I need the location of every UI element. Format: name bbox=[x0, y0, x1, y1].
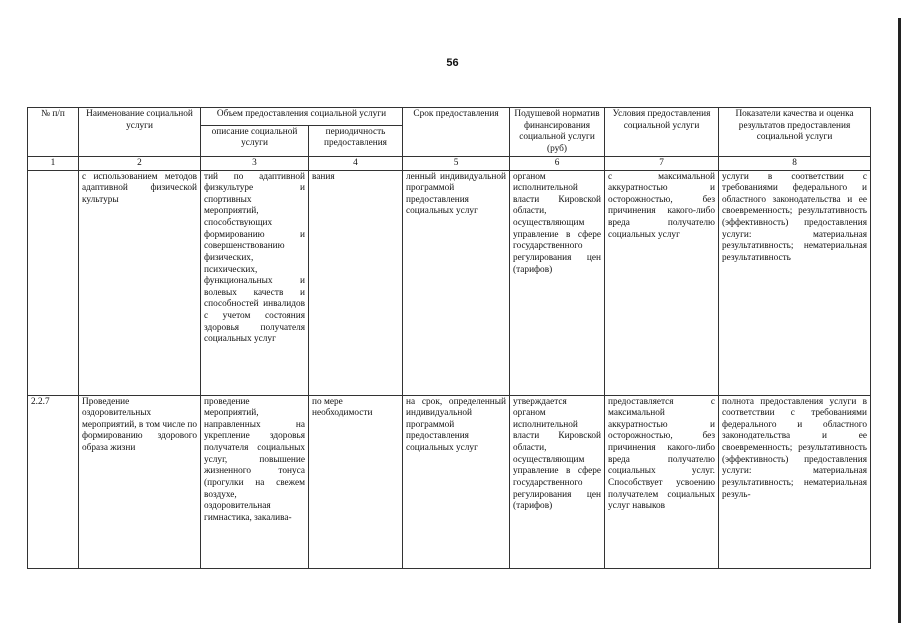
scan-edge-bar bbox=[898, 18, 901, 623]
column-number: 7 bbox=[605, 157, 719, 170]
column-number: 2 bbox=[79, 157, 201, 170]
header-row bbox=[28, 108, 871, 126]
column-number: 6 bbox=[510, 157, 605, 170]
column-numbers-row bbox=[28, 157, 871, 170]
header-norm: Подушевой норматив финансирования социальной услуги (руб) bbox=[510, 108, 605, 157]
service-conditions: предоставляется с максимальной аккуратностью и осторожностью, без причинения какого-либо вреда получателю социальных услуг. Способствует усвоению получателем социальных услуг навыков bbox=[605, 395, 719, 568]
service-conditions: с максимальной аккуратностью и осторожностью, без причинения какого-либо вреда получателю социальных услуг bbox=[605, 170, 719, 395]
column-number: 5 bbox=[403, 157, 510, 170]
header-quality: Показатели качества и оценка результатов предоставления социальной услуги bbox=[719, 108, 871, 157]
service-periodicity: вания bbox=[309, 170, 403, 395]
column-number: 3 bbox=[201, 157, 309, 170]
table-row bbox=[28, 170, 871, 395]
service-quality: полнота предоставления услуги в соответствии с требованиями федерального и областного законодательства и ее своевременность; результативность (эффективность) предоставления услуги: материальная результативность; нематериальная резуль- bbox=[719, 395, 871, 568]
service-term: ленный индивидуальной программой предоставления социальных услуг bbox=[403, 170, 510, 395]
column-number: 4 bbox=[309, 157, 403, 170]
service-description: тий по адаптивной физкультуре и спортивных мероприятий, способствующих формированию и совершенствованию физических, психических, функциональных и волевых качеств и способностей инвалидов с учетом состояния здоровья получателя социальных услуг bbox=[201, 170, 309, 395]
service-name: с использованием методов адаптивной физической культуры bbox=[79, 170, 201, 395]
header-description: описание социальной услуги bbox=[201, 125, 309, 157]
service-term: на срок, определенный индивидуальной программой предоставления социальных услуг bbox=[403, 395, 510, 568]
row-number bbox=[28, 170, 79, 395]
header-volume: Объем предоставления социальной услуги bbox=[201, 108, 403, 126]
service-norm: органом исполнительной власти Кировской области, осуществляющим управление в сфере государственного регулирования цен (тарифов) bbox=[510, 170, 605, 395]
service-description: проведение мероприятий, направленных на укрепление здоровья получателя социальных услуг, повышение жизненного тонуса (прогулки на свежем воздухе, оздоровительная гимнастика, закалива- bbox=[201, 395, 309, 568]
service-quality: услуги в соответствии с требованиями федерального и областного законодательства и ее своевременность; результативность (эффективность) предоставления услуги: материальная результативность; нематериальная результативность bbox=[719, 170, 871, 395]
service-name: Проведение оздоровительных мероприятий, в том числе по формированию здорового образа жизни bbox=[79, 395, 201, 568]
service-norm: утверждается органом исполнительной власти Кировской области, осуществляющим управление в сфере государственного регулирования цен (тарифов) bbox=[510, 395, 605, 568]
header-term: Срок предоставления bbox=[403, 108, 510, 157]
header-service-name: Наименование социальной услуги bbox=[79, 108, 201, 157]
column-number: 1 bbox=[28, 157, 79, 170]
service-periodicity: по мере необходимости bbox=[309, 395, 403, 568]
header-number: № п/п bbox=[28, 108, 79, 157]
page-number: 56 bbox=[446, 57, 459, 69]
row-number: 2.2.7 bbox=[28, 395, 79, 568]
header-periodicity: периодичность предоставления bbox=[309, 125, 403, 157]
table-row bbox=[28, 395, 871, 568]
column-number: 8 bbox=[719, 157, 871, 170]
header-conditions: Условия предоставления социальной услуги bbox=[605, 108, 719, 157]
social-services-table bbox=[27, 107, 871, 569]
